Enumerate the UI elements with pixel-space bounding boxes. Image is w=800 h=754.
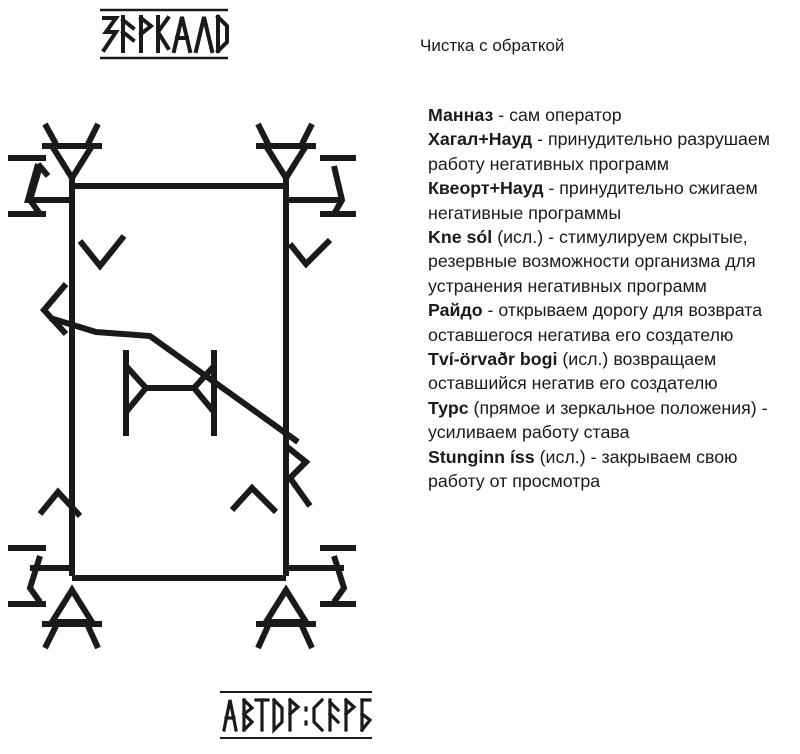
legend-item: Stunginn íss (исл.) - закрываем свою работу от просмотра: [428, 446, 738, 492]
rune-long-diagonal: [50, 318, 298, 442]
legend-item: Tví-örvaðr bogi (исл.) возвращаем оставшийся негатив его создателю: [428, 349, 718, 394]
corner-rune-bottom-left: [8, 548, 102, 648]
corner-rune-top-right: [256, 124, 356, 214]
rune-thurs-mirrored: [126, 350, 214, 436]
corner-rune-bottom-right: [256, 548, 356, 648]
rune-right-hook: [286, 446, 310, 506]
rune-chevron-left-upper: [80, 236, 124, 266]
legend-item: Турс (прямое и зеркальное положения) - усиливаем работу става: [428, 397, 768, 443]
rune-legend: [428, 103, 798, 494]
title-logo: [96, 8, 232, 60]
legend-item: Квеорт+Науд - принудительно сжигаем негативные программы: [428, 178, 758, 223]
rune-chevron-right-lower: [232, 488, 276, 512]
legend-item: Манназ - сам оператор: [428, 105, 622, 125]
rune-chevron-right-upper: [290, 240, 330, 264]
corner-rune-top-left: [8, 124, 102, 214]
rune-stave-diagram: [0, 96, 380, 676]
legend-item: Kne sól (исл.) - стимулируем скрытые, резервные возможности организма для устранения негативных программ: [428, 227, 756, 296]
legend-item: Райдо - открываем дорогу для возврата оставшегося негатива его создателю: [428, 300, 763, 345]
rune-zigzag-left: [44, 284, 66, 334]
legend-item: Хагал+Науд - принудительно разрушаем работу негативных программ: [428, 129, 770, 174]
stave-caption: Чистка с обраткой: [420, 36, 565, 55]
author-signature: [216, 690, 376, 740]
